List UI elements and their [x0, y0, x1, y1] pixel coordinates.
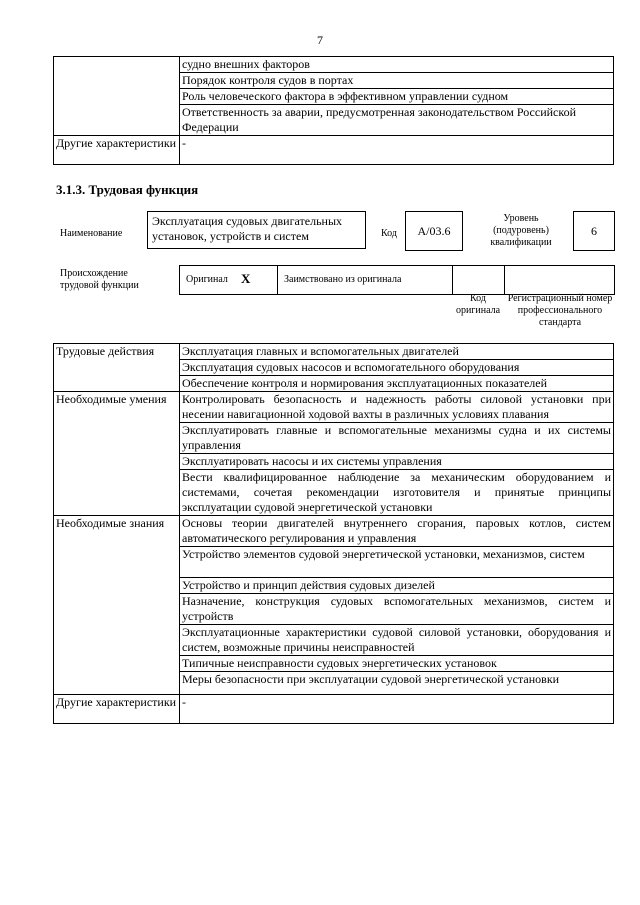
top-row: Ответственность за аварии, предусмотренная законодательством Российской Федерации: [180, 105, 614, 136]
original-mark: X: [241, 271, 251, 286]
level-value: 6: [573, 211, 615, 251]
action-row: Эксплуатация главных и вспомогательных двигателей: [180, 344, 614, 360]
knowledge-row: Устройство и принцип действия судовых дизелей: [180, 578, 614, 594]
action-row: Обеспечение контроля и нормирования эксплуатационных показателей: [180, 376, 614, 392]
skill-row: Эксплуатировать главные и вспомогательные механизмы судна и их системы управления: [180, 423, 614, 454]
actions-label: Трудовые действия: [54, 344, 180, 392]
skill-row: Контролировать безопасность и надежность работы силовой установки при несении навигационной ходовой вахты в различных условиях плавания: [180, 392, 614, 423]
origin-label: Происхождение трудовой функции: [60, 268, 139, 291]
name-value: Эксплуатация судовых двигательных установок, устройств и систем: [147, 211, 366, 249]
knowledge-label: Необходимые знания: [54, 516, 180, 695]
level-label: Уровень (подуровень) квалификации: [490, 213, 552, 248]
divider: [504, 266, 505, 294]
knowledge-row: Типичные неисправности судовых энергетических установок: [180, 656, 614, 672]
top-row: судно внешних факторов: [180, 57, 614, 73]
top-table-label-cell: [54, 57, 180, 136]
knowledge-row: Меры безопасности при эксплуатации судовой энергетической установки: [180, 672, 614, 695]
code-label: Код: [381, 228, 397, 239]
main-table: [53, 343, 614, 724]
top-row: Порядок контроля судов в портах: [180, 73, 614, 89]
origin-row: [179, 265, 615, 295]
skill-row: Вести квалифицированное наблюдение за механическим оборудованием и системами, сочетая рекомендации изготовителя и принятые принципы эксплуатации судовой энергетической установки: [180, 470, 614, 516]
page-number: 7: [317, 33, 323, 47]
name-label: Наименование: [60, 228, 123, 239]
section-title: 3.1.3. Трудовая функция: [56, 182, 199, 197]
original-label: Оригинал: [186, 274, 228, 285]
action-row: Эксплуатация судовых насосов и вспомогательного оборудования: [180, 360, 614, 376]
code-orig-caption: Код оригинала: [455, 293, 501, 316]
knowledge-row: Устройство элементов судовой энергетической установки, механизмов, систем: [180, 547, 614, 578]
skills-label: Необходимые умения: [54, 392, 180, 516]
divider: [277, 266, 278, 294]
knowledge-row: Основы теории двигателей внутреннего сгорания, паровых котлов, систем автоматического регулирования и управления: [180, 516, 614, 547]
code-value: А/03.6: [405, 211, 463, 251]
top-table: [53, 56, 614, 165]
knowledge-row: Эксплуатационные характеристики судовой силовой установки, оборудования и систем, возможные причины неисправностей: [180, 625, 614, 656]
knowledge-row: Назначение, конструкция судовых вспомогательных механизмов, систем и устройств: [180, 594, 614, 625]
main-other-label: Другие характеристики: [54, 695, 180, 724]
reg-caption: Регистрационный номер профессионального стандарта: [507, 293, 613, 328]
top-other-value: -: [180, 136, 614, 165]
main-other-value: -: [180, 695, 614, 724]
skill-row: Эксплуатировать насосы и их системы управления: [180, 454, 614, 470]
borrowed-label: Заимствовано из оригинала: [284, 274, 402, 285]
top-other-label: Другие характеристики: [54, 136, 180, 165]
divider: [452, 266, 453, 294]
top-row: Роль человеческого фактора в эффективном управлении судном: [180, 89, 614, 105]
